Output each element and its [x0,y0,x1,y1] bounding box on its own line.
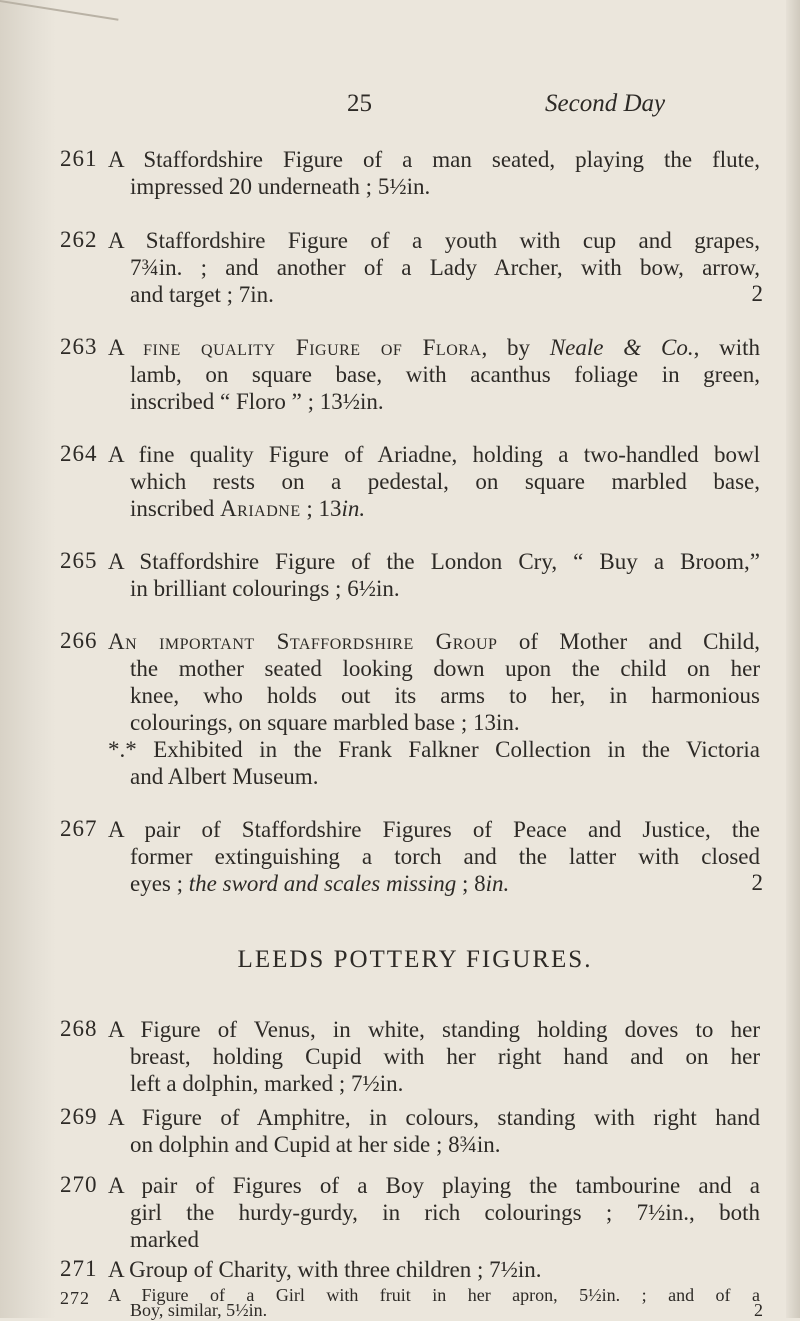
lot-description [108,334,760,415]
page-header [0,90,800,124]
lot-description [108,1256,760,1283]
lot-description [108,548,760,602]
lot-line: 7¾in. ; and another of a Lady Archer, with bow, arrow, [130,255,760,280]
lot-number: 271 [60,1256,98,1281]
lot-number: 270 [60,1172,98,1197]
page-gutter-shadow [0,0,56,1318]
lot-description [108,1016,760,1097]
lot-description [108,227,760,308]
lot-number: 268 [60,1016,98,1041]
lot-line: girl the hurdy-gurdy, in rich colourings ; 7½in., both [130,1200,760,1225]
day-label: Second Day [545,90,666,117]
lot-line: A Figure of Venus, in white, standing holding doves to her [108,1017,760,1042]
page-edge-shadow [786,0,800,1318]
lot-number: 269 [60,1104,98,1129]
lot-line: A Group of Charity, with three children ; 7½in. [108,1257,542,1282]
lot-description [108,441,760,522]
lot-number: 264 [60,441,98,466]
lot-number: 263 [60,334,98,359]
lot-line: A fine quality Figure of Flora, by Neale & Co., with [108,335,761,360]
lot-line: in brilliant colourings ; 6½in. [130,576,400,601]
lot-line: left a dolphin, marked ; 7½in. [130,1071,404,1096]
lot-number: 262 [60,227,98,252]
lot-line: colourings, on square marbled base ; 13in. [130,710,520,735]
lot-line: marked [130,1227,199,1252]
lot-line: breast, holding Cupid with her right hand and on her [130,1044,760,1069]
lot-line: A pair of Figures of a Boy playing the tambourine and a [108,1173,760,1198]
lot-description [108,628,760,736]
lot-line: A Figure of Amphitre, in colours, standing with right hand [108,1105,760,1130]
lot-line: A Staffordshire Figure of a man seated, playing the flute, [108,147,760,172]
lot-line: and target ; 7in. [130,282,274,307]
lot-number: 261 [60,146,98,171]
lot-line: inscribed “ Floro ” ; 13½in. [130,389,384,414]
section-title: LEEDS POTTERY FIGURES. [237,946,593,973]
lot-line: A Figure of a Girl with fruit in her apron, 5½in. ; and of a [108,1285,760,1305]
lot-line: Boy, similar, 5½in. [130,1300,268,1320]
lot-line: A pair of Staffordshire Figures of Peace and Justice, the [108,817,760,842]
lot-quantity: 2 [754,1300,763,1320]
lot-line: A Staffordshire Figure of a youth with cup and grapes, [108,228,760,253]
exhibition-note [108,736,760,790]
lot-description [108,146,760,200]
lot-line: eyes ; the sword and scales missing ; 8in. [130,871,510,896]
lot-number: 266 [60,628,98,653]
lot-line: A Staffordshire Figure of the London Cry, “ Buy a Broom,” [108,549,760,574]
lot-description [108,1172,760,1253]
lot-number: 265 [60,548,98,573]
lot-line: knee, who holds out its arms to her, in harmonious [130,683,760,708]
lot-description [108,1285,760,1320]
note-line: and Albert Museum. [130,764,319,789]
lot-line: An important Staffordshire Group of Mother and Child, [108,629,760,654]
lot-description [108,816,760,897]
lot-line: lamb, on square base, with acanthus foliage in green, [130,362,760,387]
lot-quantity: 2 [751,870,763,895]
lot-number: 267 [60,816,98,841]
lot-line: on dolphin and Cupid at her side ; 8¾in. [130,1132,501,1157]
lot-description [108,1104,760,1158]
lot-line: which rests on a pedestal, on square marbled base, [130,469,760,494]
lot-line: impressed 20 underneath ; 5½in. [130,174,431,199]
lot-line: inscribed Ariadne ; 13in. [130,496,366,521]
page-number: 25 [347,90,372,117]
lot-line: A fine quality Figure of Ariadne, holding a two-handled bowl [108,442,760,467]
lot-number: 272 [60,1288,90,1308]
note-line: *.* Exhibited in the Frank Falkner Collection in the Victoria [108,737,760,762]
lot-line: former extinguishing a torch and the latter with closed [130,844,760,869]
lot-quantity: 2 [751,281,763,306]
lot-line: the mother seated looking down upon the child on her [130,656,760,681]
